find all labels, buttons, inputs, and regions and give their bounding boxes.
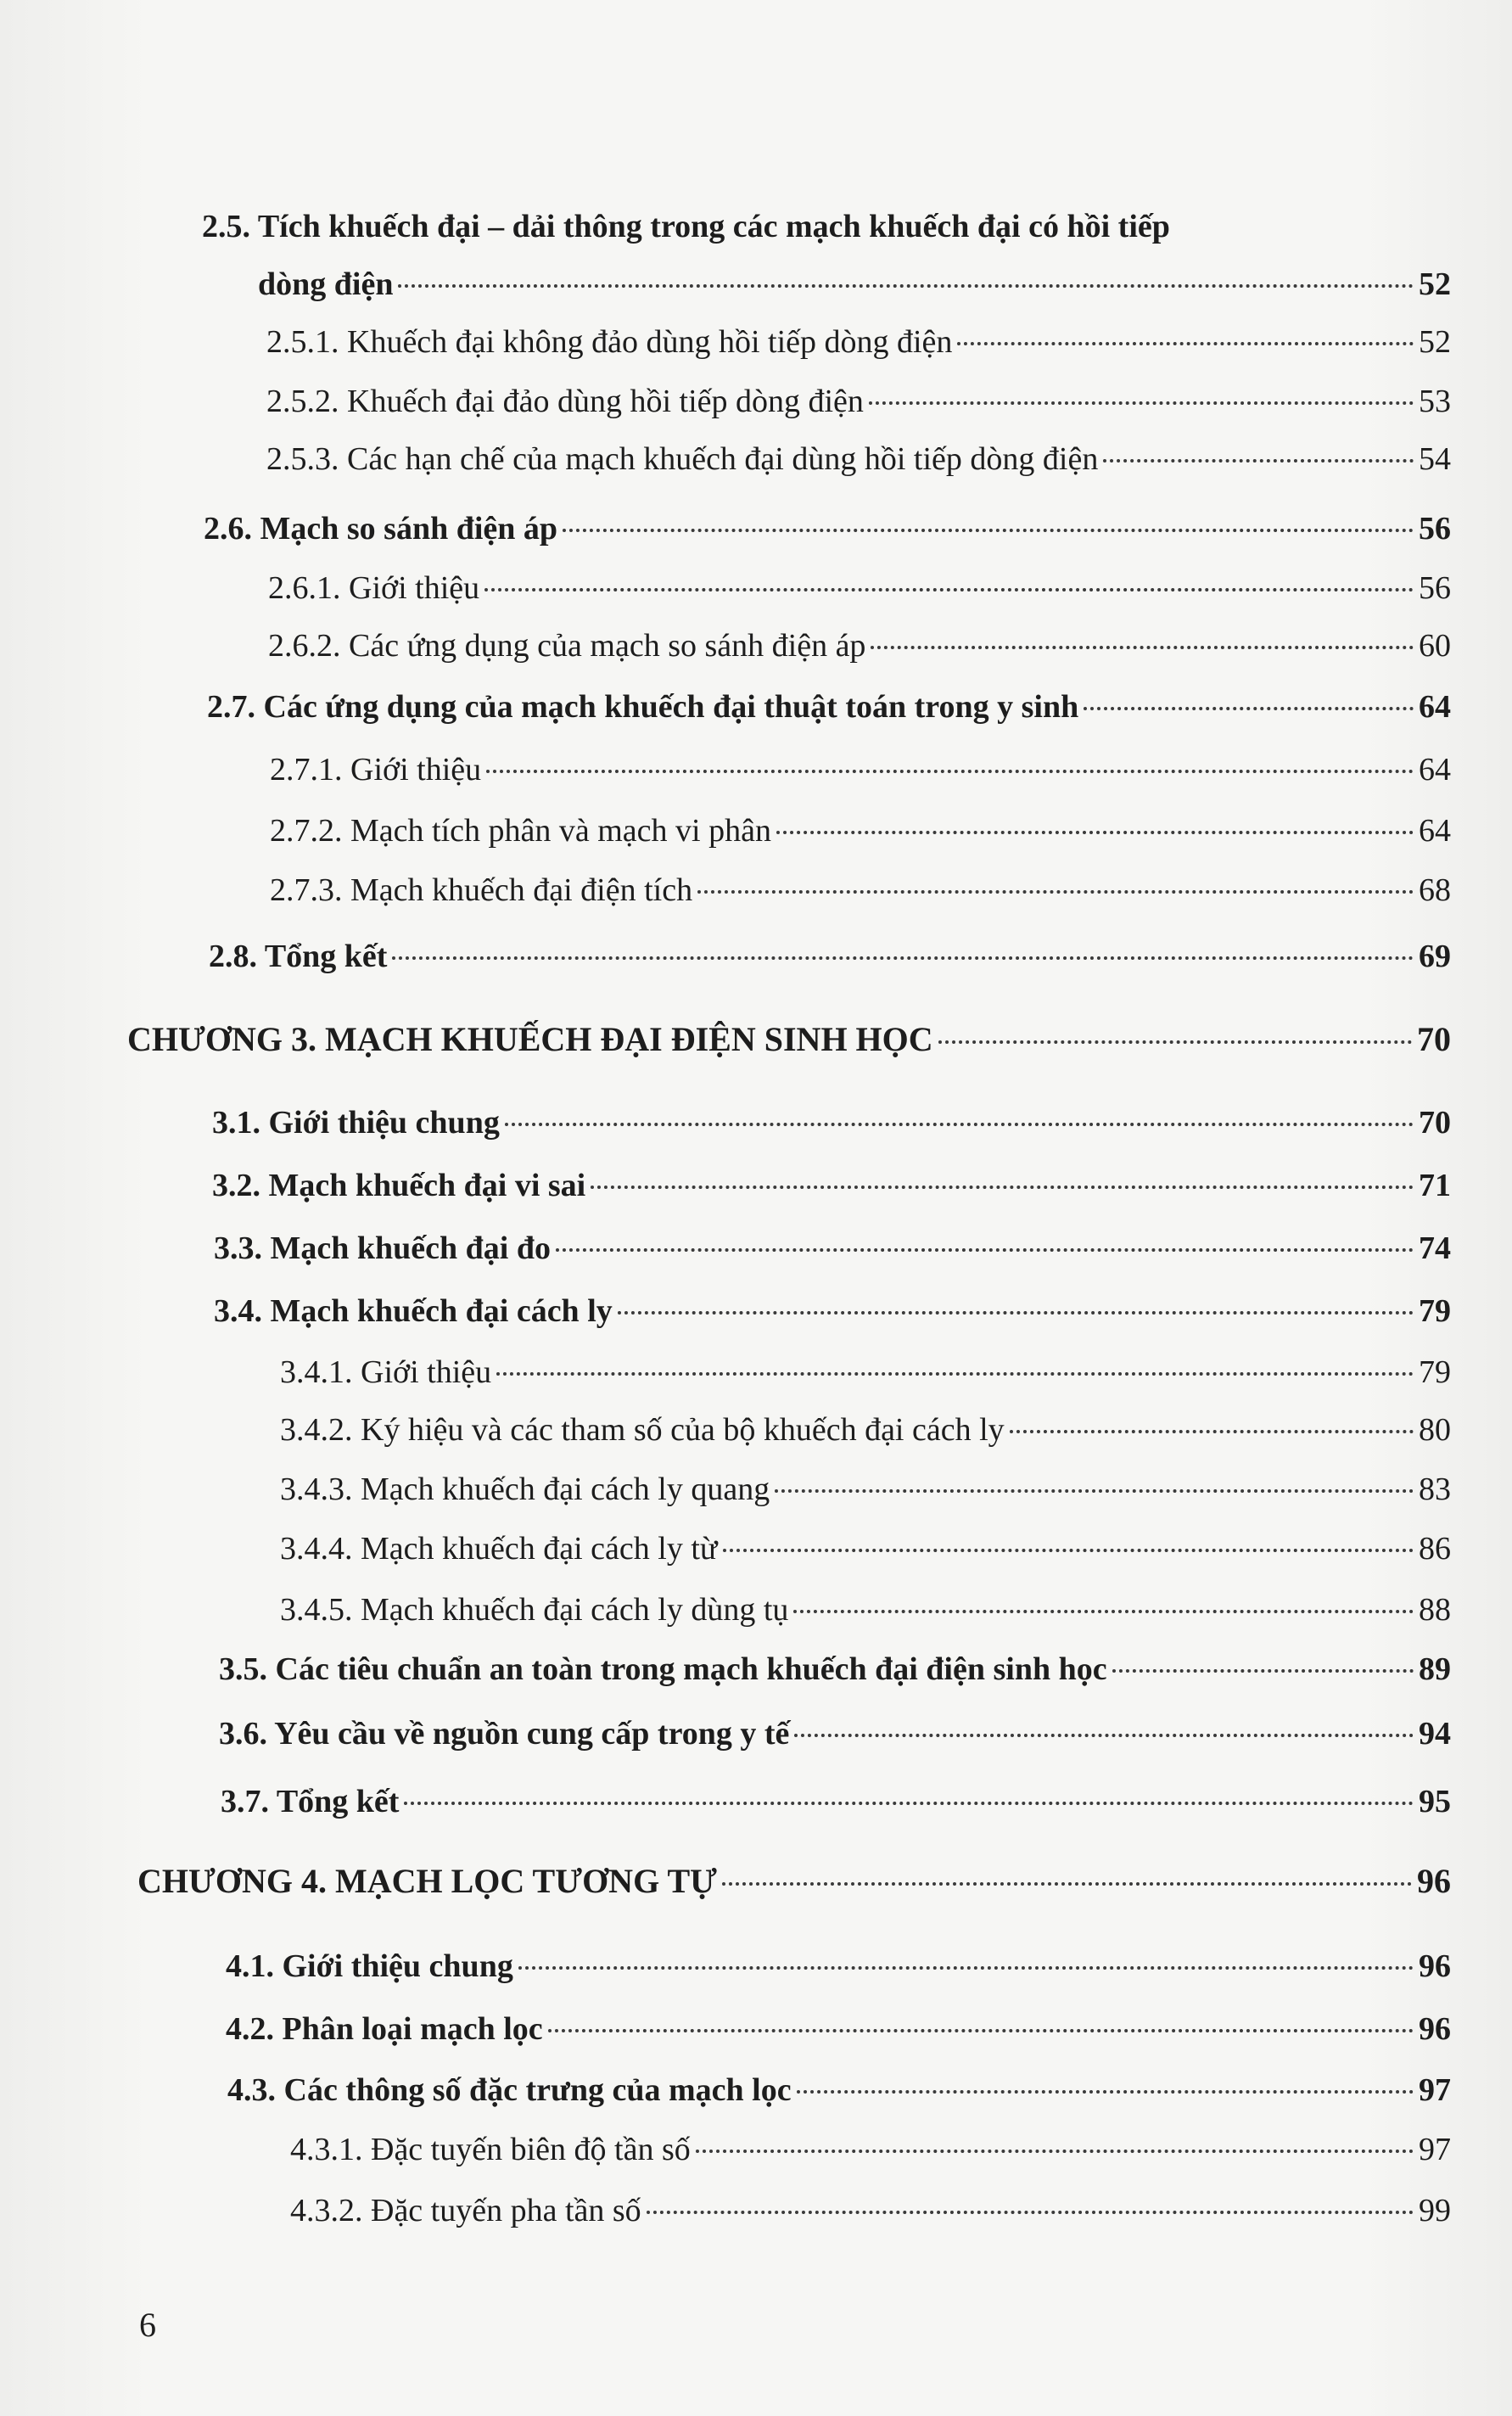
toc-entry-page: 70 [1417,1020,1451,1058]
dot-leader [869,401,1414,405]
toc-entry-page: 80 [1419,1412,1451,1448]
dot-leader [563,529,1414,532]
dot-leader [591,1186,1414,1189]
toc-entry-page: 70 [1419,1105,1451,1141]
toc-entry-page: 79 [1419,1293,1451,1329]
dot-leader [392,956,1414,960]
toc-entry-title: CHƯƠNG 4. MẠCH LỌC TƯƠNG TỰ [137,1862,717,1900]
dot-leader [794,1734,1414,1737]
toc-entry [268,626,1451,665]
dot-leader [776,831,1414,834]
toc-entry [204,509,1451,548]
toc-entry [226,1947,1451,1986]
toc-entry-title: 3.5. Các tiêu chuẩn an toàn trong mạch khuếch đại điện sinh học [219,1651,1107,1687]
toc-heading-2-5-line1: 2.5. Tích khuếch đại – dải thông trong các mạch khuếch đại có hồi tiếp [202,209,1170,244]
toc-entry [258,265,1451,304]
dot-leader [647,2211,1414,2214]
toc-entry-title: 2.7. Các ứng dụng của mạch khuếch đại thuật toán trong y sinh [207,689,1079,725]
toc-entry [227,2071,1451,2110]
dot-leader [404,1802,1414,1805]
dot-leader [797,2090,1414,2094]
toc-entry-title: 4.1. Giới thiệu chung [226,1948,513,1984]
dot-leader [775,1489,1414,1493]
toc-entry-title: 3.4.1. Giới thiệu [280,1354,492,1390]
toc-entry-page: 71 [1419,1168,1451,1203]
toc-entry-title: 4.2. Phân loại mạch lọc [226,2011,543,2047]
dot-leader [484,588,1414,591]
toc-entry-title: 2.7.2. Mạch tích phân và mạch vi phân [270,813,771,849]
toc-entry-page: 64 [1419,689,1451,725]
toc-entry [280,1590,1451,1629]
toc-entry-page: 96 [1419,2011,1451,2047]
toc-entry [280,1470,1451,1509]
toc-entry-page: 96 [1417,1862,1451,1900]
toc-entry-page: 97 [1419,2072,1451,2108]
toc-entry-title: 3.4. Mạch khuếch đại cách ly [214,1293,613,1329]
toc-entry [270,871,1451,910]
toc-entry [207,687,1451,726]
toc-chapter-entry [137,1862,1451,1901]
toc-entry-page: 68 [1419,872,1451,908]
toc-entry-title: 3.6. Yêu cầu về nguồn cung cấp trong y tế [219,1716,790,1752]
toc-entry-title: 3.4.2. Ký hiệu và các tham số của bộ khuếch đại cách ly [280,1412,1005,1448]
toc-entry-title: 3.4.5. Mạch khuếch đại cách ly dùng tụ [280,1592,789,1628]
toc-entry-page: 97 [1419,2132,1451,2167]
dot-leader [556,1248,1414,1252]
dot-leader [957,342,1414,345]
toc-entry-title: 3.1. Giới thiệu chung [212,1105,500,1141]
toc-entry-title: 2.7.1. Giới thiệu [270,752,482,788]
toc-entry-page: 60 [1419,628,1451,664]
dot-leader [505,1123,1414,1126]
toc-entry [280,1410,1451,1449]
toc-entry [219,1714,1451,1753]
toc-entry-title: dòng điện [258,266,394,302]
toc-entry-page: 52 [1419,266,1451,302]
toc-entry [280,1529,1451,1568]
toc-entry-title: 4.3. Các thông số đặc trưng của mạch lọc [227,2072,792,2108]
toc-entry-page: 74 [1419,1230,1451,1266]
toc-entry-page: 69 [1419,939,1451,974]
toc-entry [270,750,1451,789]
toc-entry-page: 95 [1419,1784,1451,1819]
dot-leader [398,284,1414,288]
dot-leader [1010,1430,1414,1433]
dot-leader [1084,707,1414,710]
toc-entry-page: 88 [1419,1592,1451,1628]
toc-entry-title: CHƯƠNG 3. MẠCH KHUẾCH ĐẠI ĐIỆN SINH HỌC [127,1020,933,1058]
dot-leader [548,2029,1414,2032]
toc-entry-page: 56 [1419,570,1451,606]
dot-leader [697,890,1414,894]
toc-entry-page: 64 [1419,752,1451,788]
toc-entry-page: 64 [1419,813,1451,849]
toc-entry-title: 2.6.1. Giới thiệu [268,570,480,606]
toc-entry [270,811,1451,850]
page-number: 6 [139,2306,156,2344]
toc-entry [290,2130,1451,2169]
toc-entry-page: 83 [1419,1471,1451,1507]
toc-entry-page: 56 [1419,511,1451,547]
toc-entry-title: 2.7.3. Mạch khuếch đại điện tích [270,872,693,908]
toc-entry-title: 3.4.3. Mạch khuếch đại cách ly quang [280,1471,770,1507]
toc-entry [214,1229,1451,1268]
toc-entry-title: 2.8. Tổng kết [209,939,388,974]
toc-entry-page: 79 [1419,1354,1451,1390]
toc-chapter-entry [127,1020,1451,1059]
dot-leader [1112,1669,1414,1673]
toc-entry-title: 2.6. Mạch so sánh điện áp [204,511,558,547]
toc-entry-page: 86 [1419,1531,1451,1567]
toc-entry-title: 2.6.2. Các ứng dụng của mạch so sánh điện áp [268,628,866,664]
dot-leader [486,770,1414,773]
toc-entry-page: 94 [1419,1716,1451,1752]
toc-entry [290,2191,1451,2230]
toc-entry-title: 2.5.1. Khuếch đại không đảo dùng hồi tiếp dòng điện [266,324,953,360]
toc-entry [212,1103,1451,1142]
toc-entry-page: 52 [1419,324,1451,360]
toc-entry [226,2010,1451,2049]
toc-entry-page: 96 [1419,1948,1451,1984]
toc-entry [280,1353,1451,1392]
toc-entry [266,322,1451,362]
toc-entry [219,1650,1451,1689]
toc-entry-title: 2.5.2. Khuếch đại đảo dùng hồi tiếp dòng điện [266,384,864,419]
toc-entry-page: 53 [1419,384,1451,419]
toc-entry [214,1292,1451,1331]
toc-entry [266,382,1451,421]
toc-entry [209,937,1451,976]
dot-leader [496,1372,1414,1376]
dot-leader [518,1966,1414,1970]
dot-leader [696,2150,1414,2153]
dot-leader [618,1311,1414,1315]
toc-entry [221,1782,1451,1821]
toc-entry-page: 89 [1419,1651,1451,1687]
dot-leader [1103,459,1414,462]
toc-entry-title: 3.3. Mạch khuếch đại đo [214,1230,551,1266]
dot-leader [938,1040,1412,1044]
dot-leader [722,1882,1412,1886]
toc-entry-title: 2.5.3. Các hạn chế của mạch khuếch đại dùng hồi tiếp dòng điện [266,441,1099,477]
dot-leader [871,646,1414,649]
toc-entry-title: 3.4.4. Mạch khuếch đại cách ly từ [280,1531,718,1567]
toc-entry-title: 4.3.1. Đặc tuyến biên độ tần số [290,2132,691,2167]
toc-entry-title: 3.2. Mạch khuếch đại vi sai [212,1168,586,1203]
toc-entry-title: 3.7. Tổng kết [221,1784,400,1819]
toc-entry [266,440,1451,479]
toc-entry [212,1166,1451,1205]
toc-entry-page: 54 [1419,441,1451,477]
toc-entry-title: 4.3.2. Đặc tuyến pha tần số [290,2193,641,2228]
dot-leader [723,1549,1414,1552]
toc-entry [268,569,1451,608]
toc-entry-page: 99 [1419,2193,1451,2228]
dot-leader [793,1610,1414,1613]
